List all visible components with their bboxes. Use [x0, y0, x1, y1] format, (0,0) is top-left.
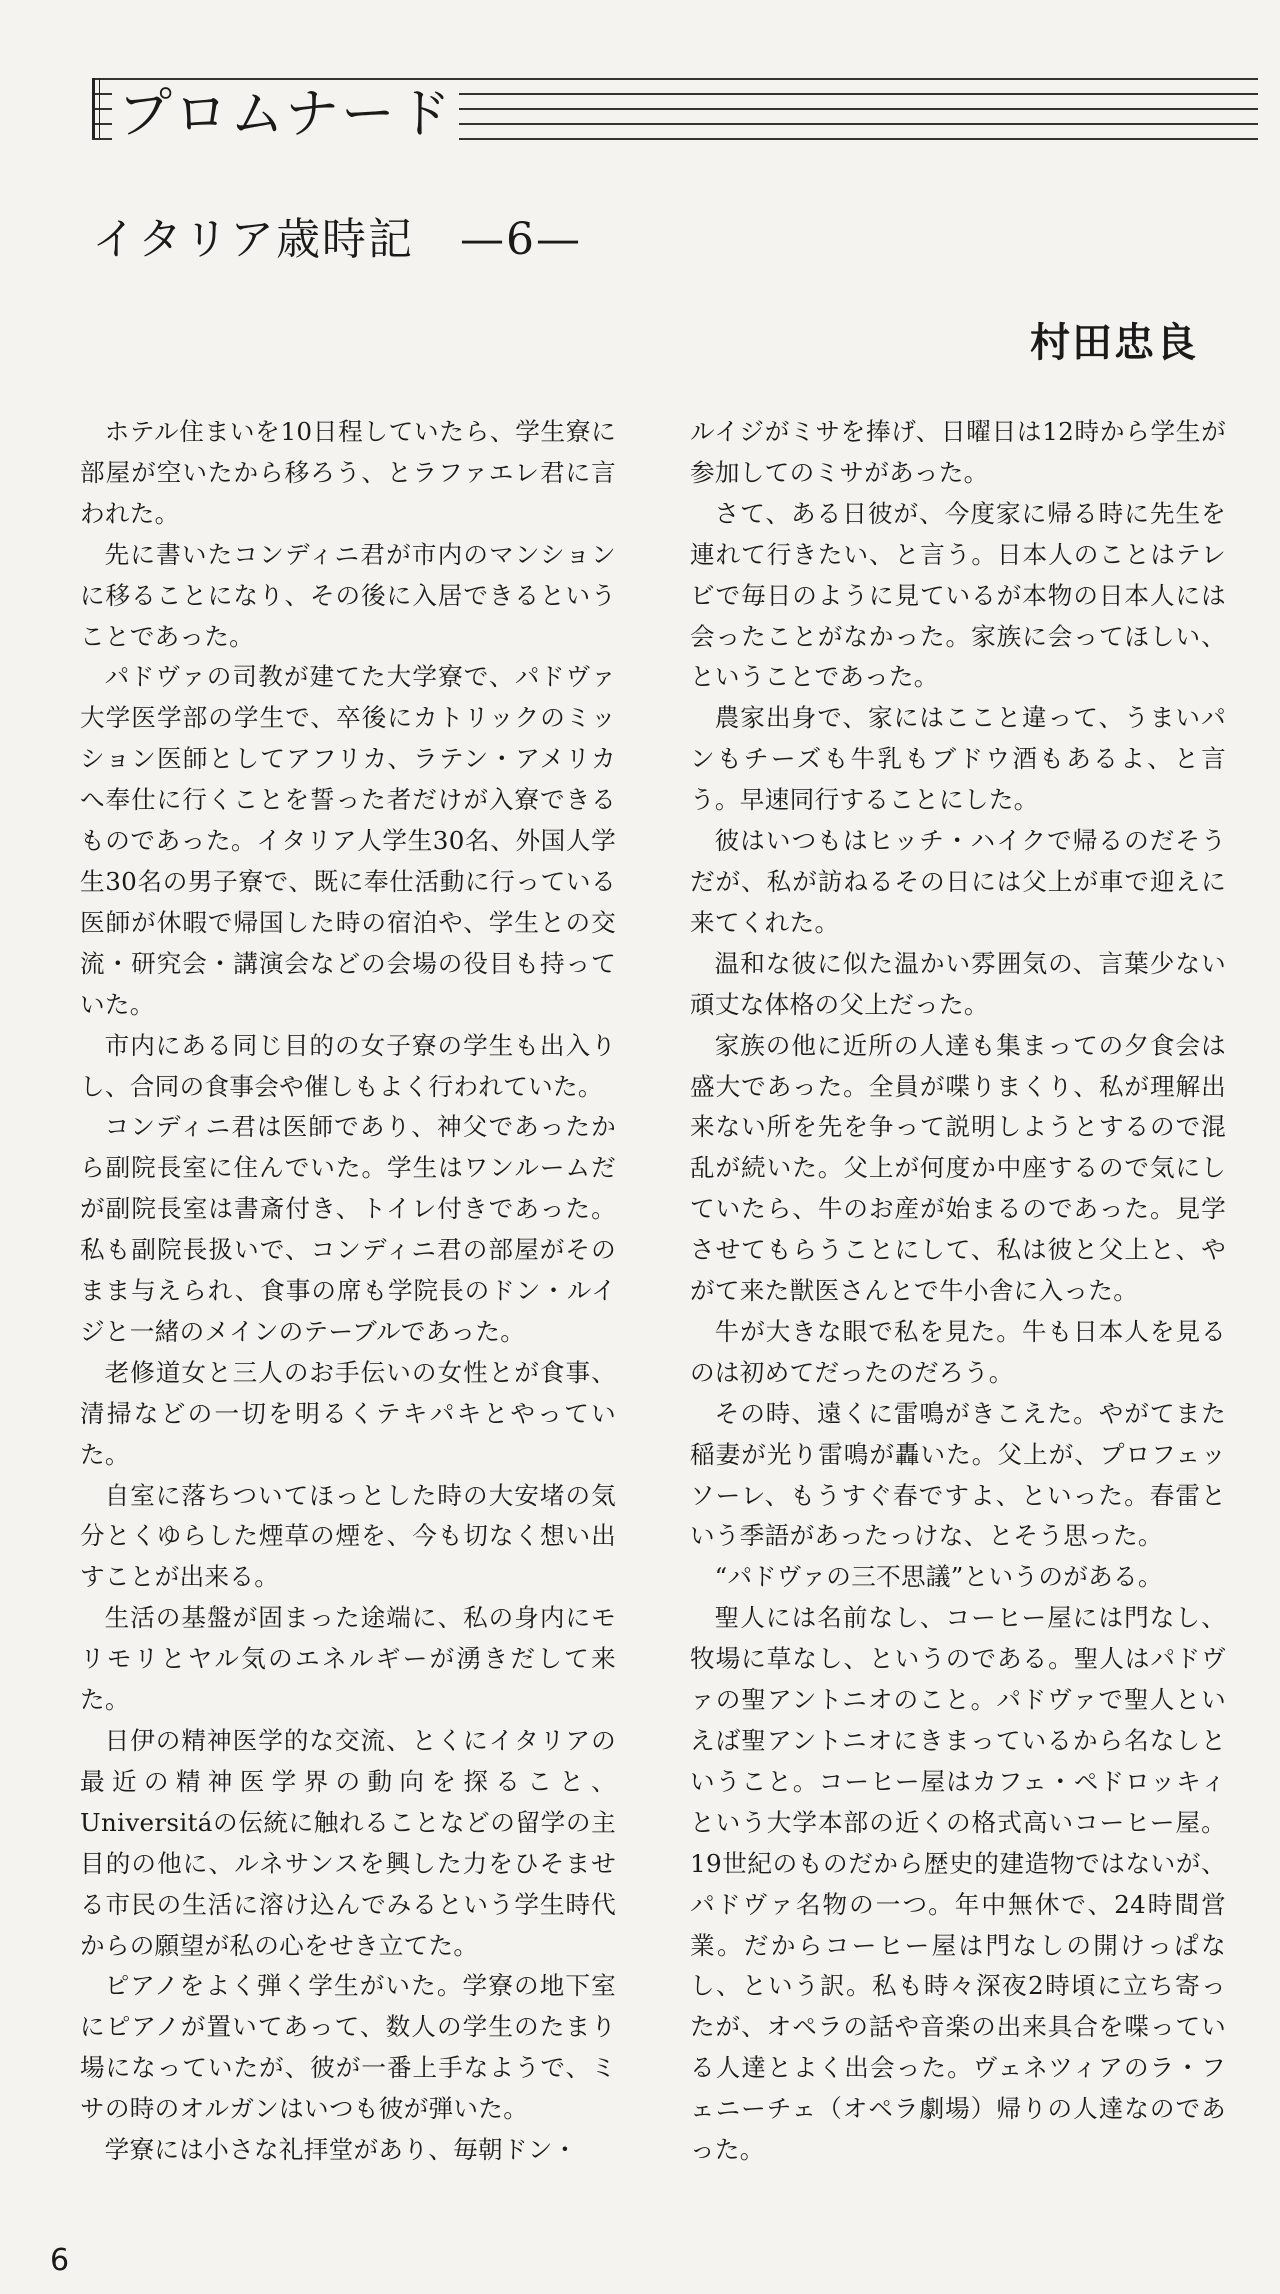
paragraph: パドヴァの司教が建てた大学寮で、パドヴァ大学医学部の学生で、卒後にカトリックのミッション医師としてアフリカ、ラテン・アメリカへ奉仕に行くことを誓った者だけが入寮できるものであった。イタリア人学生30名、外国人学生30名の男子寮で、既に奉仕活動に行っている医師が休暇で帰国した時の宿泊や、学生との交流・研究会・講演会などの会場の役目も持っていた。 [80, 662, 616, 1019]
paragraph: 自室に落ちついてほっとした時の大安堵の気分とくゆらした煙草の煙を、今も切なく想い出すことが出来る。 [80, 1480, 616, 1592]
paragraph: 学寮には小さな礼拝堂があり、毎朝ドン・ [104, 2135, 578, 2165]
paragraph: ホテル住まいを10日程していたら、学生寮に部屋が空いたから移ろう、とラファエレ君に言われた。 [80, 417, 616, 528]
right-column [690, 412, 1226, 2171]
paragraph: 生活の基盤が固まった途端に、私の身内にモリモリとヤル気のエネルギーが湧きだして来た。 [80, 1603, 616, 1715]
paragraph: 家族の他に近所の人達も集まっての夕食会は盛大であった。全員が喋りまくり、私が理解出来ない所を先を争って説明しようとするので混乱が続いた。父上が何度か中座するので気にしていたら、牛のお産が始まるのであった。見学させてもらうことにして、私は彼と父上と、やがて来た獣医さんとで牛小舎に入った。 [690, 1030, 1226, 1306]
paragraph: 彼はいつもはヒッチ・ハイクで帰るのだそうだが、私が訪ねるその日には父上が車で迎えに来てくれた。 [690, 826, 1226, 937]
staff-barline [92, 78, 95, 138]
paragraph: 市内にある同じ目的の女子寮の学生も出入りし、合同の食事会や催しもよく行われていた。 [80, 1030, 616, 1101]
paragraph: コンディニ君は医師であり、神父であったから副院長室に住んでいた。学生はワンルームだが副院長室は書斎付き、トイレ付きであった。私も副院長扱いで、コンディニ君の部屋がそのまま与えられ、食事の席も学院長のドン・ルイジと一緒のメインのテーブルであった。 [80, 1112, 616, 1346]
paragraph: 牛が大きな眼で私を見た。牛も日本人を見るのは初めてだったのだろう。 [690, 1316, 1226, 1387]
paragraph: 温和な彼に似た温かい雰囲気の、言葉少ない頑丈な体格の父上だった。 [690, 948, 1226, 1019]
staff-barline-thin [99, 78, 100, 138]
paragraph: 老修道女と三人のお手伝いの女性とが食事、清掃などの一切を明るくテキパキとやっていた。 [80, 1357, 616, 1469]
section-title: プロムナード [112, 84, 459, 144]
left-column [80, 412, 616, 2171]
paragraph: 日伊の精神医学的な交流、とくにイタリアの最近の精神医学界の動向を探ること、Universitáの伝統に触れることなどの留学の主目的の他に、ルネサンスを興した力をひそませる市民の生活に溶け込んでみるという学生時代からの願望が私の心をせき立てた。 [80, 1726, 616, 1960]
paragraph: “パドヴァの三不思議”というのがある。 [714, 1562, 1163, 1592]
page-number: 6 [50, 2243, 70, 2278]
paragraph: 農家出身で、家にはここと違って、うまいパンもチーズも牛乳もブドウ酒もあるよ、と言う。早速同行することにした。 [690, 703, 1226, 815]
paragraph-continued: ルイジがミサを捧げ、日曜日は12時から学生が参加してのミサがあった。 [690, 417, 1226, 487]
paragraph: ピアノをよく弾く学生がいた。学寮の地下室にピアノが置いてあって、数人の学生のたまり場になっていたが、彼が一番上手なようで、ミサの時のオルガンはいつも彼が弾いた。 [80, 1971, 616, 2124]
article-author: 村田忠良 [1030, 320, 1198, 366]
article-title: イタリア歳時記 —6— [92, 214, 582, 265]
paragraph: 聖人には名前なし、コーヒー屋には門なし、牧場に草なし、というのである。聖人はパドヴァの聖アントニオのこと。パドヴァで聖人といえば聖アントニオにきまっているから名なしということ。コーヒー屋はカフェ・ペドロッキィという大学本部の近くの格式高いコーヒー屋。19世紀のものだから歴史的建造物ではないが、パドヴァ名物の一つ。年中無休で、24時間営業。だからコーヒー屋は門なしの開けっぱなし、という訳。私も時々深夜2時頃に立ち寄ったが、オペラの話や音楽の出来具合を喋っている人達とよく出会った。ヴェネツィアのラ・フェニーチェ（オペラ劇場）帰りの人達なのであった。 [690, 1603, 1226, 2165]
paragraph: 先に書いたコンディニ君が市内のマンションに移ることになり、その後に入居できるということであった。 [80, 539, 616, 651]
paragraph: その時、遠くに雷鳴がきこえた。やがてまた稲妻が光り雷鳴が轟いた。父上が、プロフェッソーレ、もうすぐ春ですよ、といった。春雷という季語があったっけな、とそう思った。 [690, 1398, 1226, 1551]
paragraph: さて、ある日彼が、今度家に帰る時に先生を連れて行きたい、と言う。日本人のことはテレビで毎日のように見ているが本物の日本人には会ったことがなかった。家族に会ってほしい、ということであった。 [690, 498, 1226, 692]
